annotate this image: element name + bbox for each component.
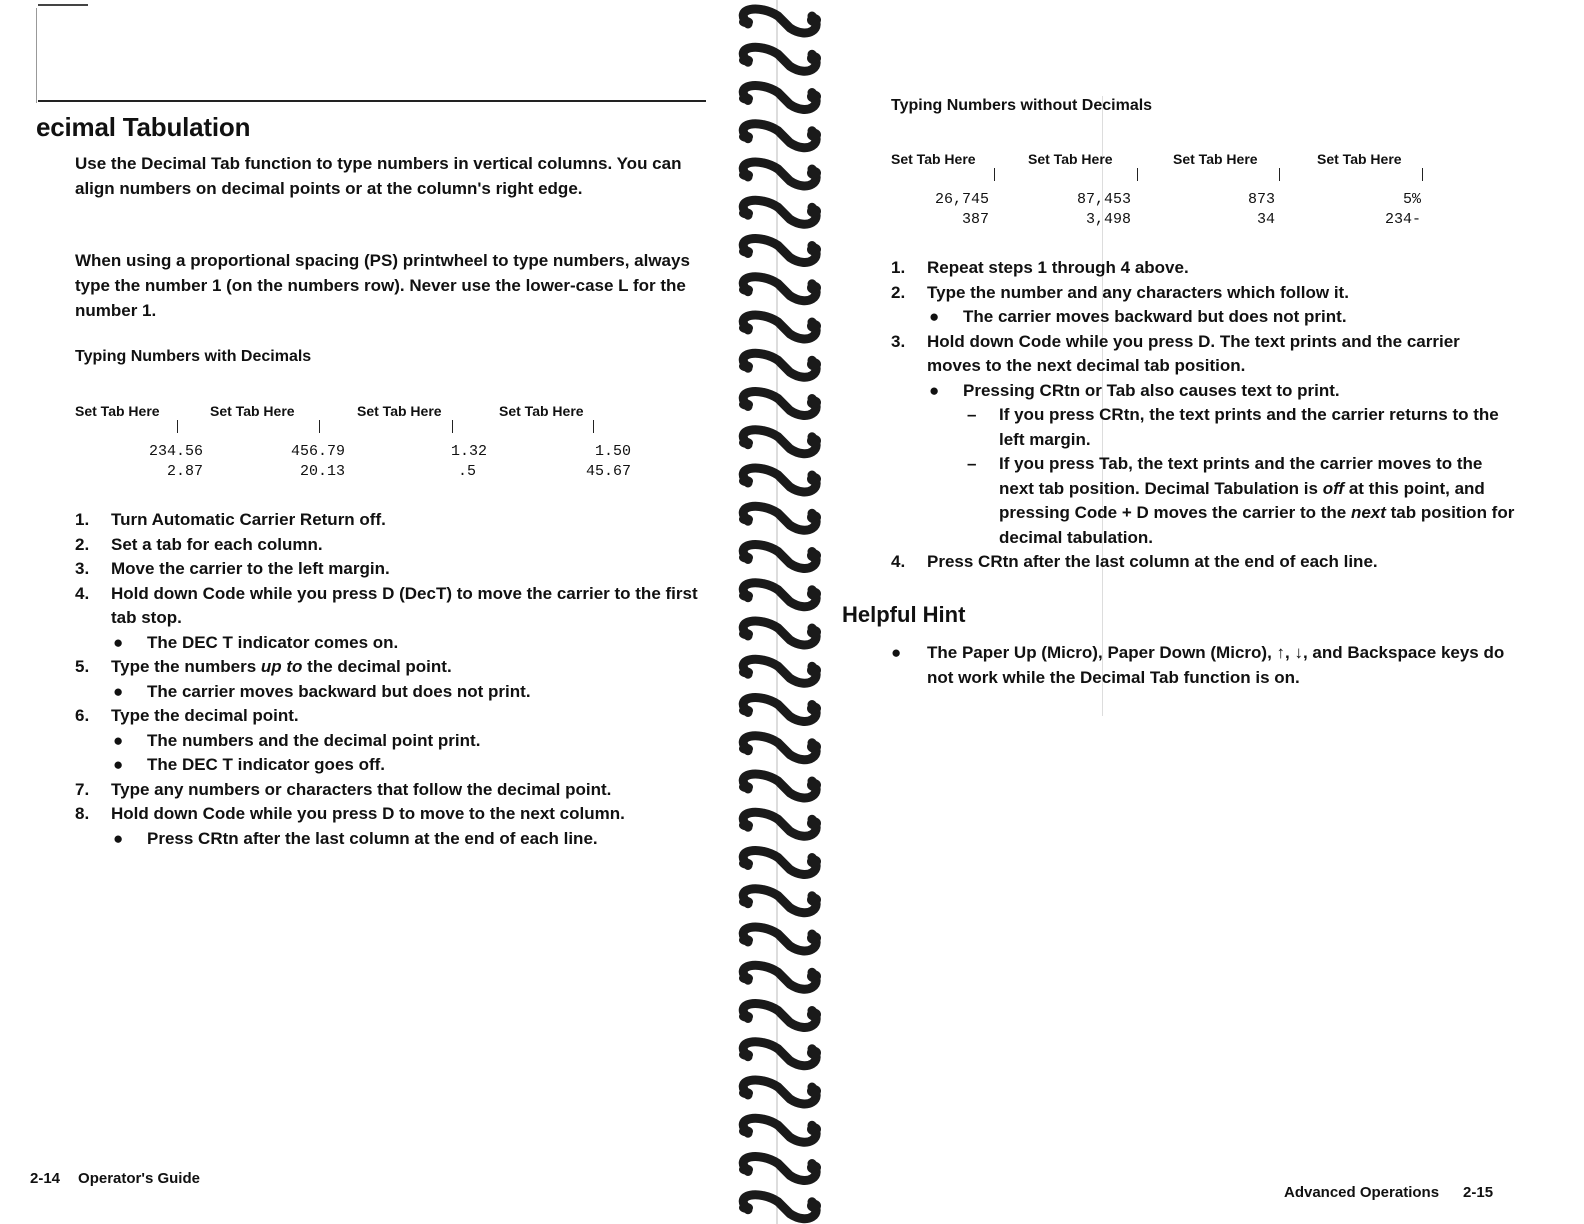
text-run: , [1097,643,1108,662]
spiral-binding [720,0,835,1224]
step-text: Repeat steps 1 through 4 above. [927,258,1189,277]
emphasis: next [1350,503,1386,522]
list-item [75,802,705,851]
text-run: keys do not work while the Decimal Tab function is on. [927,643,1505,687]
tab-header: Set Tab Here [75,403,160,419]
step-number: 8. [75,804,90,823]
key-name: Code [1018,331,1062,351]
step-number: 1. [75,510,90,529]
hint-list [891,641,1516,690]
text-run: or [1080,380,1107,400]
bullet-list [111,827,705,852]
text-run: Pressing [963,380,1040,400]
key-name: D (DecT) [382,583,452,603]
key-name: Tab [1099,454,1129,473]
dash-item [963,403,1516,452]
page-title: ecimal Tabulation [36,112,251,142]
text-run: , and [1302,643,1348,662]
bullet-text: The DEC T indicator goes off. [147,755,386,774]
ps-note-paragraph: When using a proportional spacing (PS) printwheel to type numbers, always type the number 1 (on the numbers row). Never use the lower-case L for the number 1. [75,251,690,320]
spiral-coil [739,200,821,224]
right-tab-example [891,151,1451,231]
tab-stop-mark [994,168,995,181]
step-text: Move the carrier to the left margin. [111,559,390,578]
tab-value: 2.87 [166,463,203,480]
text-run: , [1267,643,1277,662]
text-run: while you press [1061,331,1199,351]
subheading-with-decimals: Typing Numbers with Decimals [75,348,312,365]
key-name: CRtn [1039,380,1081,400]
tab-stop-mark [1279,168,1280,181]
tab-stop-mark [319,420,320,433]
top-rule [38,100,706,102]
step-text [927,332,1460,376]
bullet-item [111,827,705,852]
tab-header: Set Tab Here [357,403,442,419]
key-name: D [382,804,395,823]
tab-header: Set Tab Here [891,151,976,167]
text-run: . The text prints and the carrier moves to the next decimal tab position. [927,331,1460,375]
spiral-coil [739,277,821,301]
helpful-hint-heading: Helpful Hint [842,602,966,627]
tab-value: 5% [1402,191,1421,208]
text-run: after the last column at the end of each line. [238,828,598,848]
bullet-item [111,680,705,705]
margin-line [36,8,37,103]
spiral-coil [739,9,821,33]
tab-value: 87,453 [1076,191,1131,208]
spiral-coil [739,1080,821,1104]
spiral-coil [739,1157,821,1181]
list-item [75,778,705,803]
tab-value: 456.79 [290,443,345,460]
spiral-coil [739,315,821,339]
spiral-coil [739,86,821,110]
text-run: Type the numbers [111,657,261,676]
spiral-coil [739,162,821,186]
bullet-list [111,680,705,705]
list-item [891,550,1516,575]
key-name: Paper Up (Micro) [961,643,1098,662]
text-run: while you press [245,583,383,603]
step-number: 2. [891,282,906,302]
step-text: Type any numbers or characters that follow the decimal point. [111,779,612,799]
dash-list [963,403,1516,550]
step-text [111,657,452,676]
text-run: at this point, and pressing [999,478,1485,522]
list-item [891,281,1516,330]
step-text [111,804,625,823]
tab-value: 387 [961,211,989,228]
hint-text [927,643,1504,687]
spiral-coil [739,659,821,683]
bullet-icon: ● [113,755,124,774]
tab-value: 26,745 [934,191,989,208]
text-run: The [927,643,962,662]
text-run: Press [147,828,199,848]
text-run: tab position for decimal tabulation. [999,503,1515,547]
tab-header: Set Tab Here [1173,151,1258,167]
bullet-list [111,631,705,656]
bullet-list [111,729,705,778]
footer-title: Operator's Guide [78,1170,200,1187]
bullet-text: The carrier moves backward but does not print. [147,681,531,701]
step-text: Set a tab for each column. [111,534,323,554]
step-number: 2. [75,534,90,554]
key-name: CRtn [1099,405,1140,424]
text-run: , the text prints and the carrier returns to the left margin. [999,405,1499,449]
list-item [891,330,1516,551]
tab-stop-mark [452,420,453,433]
steps-list-right [891,256,1516,575]
bullet-icon: ● [113,681,124,701]
bullet-text: The DEC T indicator comes on. [147,632,399,652]
tab-stop-mark [593,420,594,433]
top-rule-stub [38,4,88,6]
bullet-icon: ● [929,380,940,400]
step-text: Type the number and any characters which follow it. [927,282,1349,302]
bullet-icon: ● [929,307,940,326]
spiral-coil [739,1004,821,1028]
spiral-coil [739,468,821,492]
text-run: to move the carrier to the first tab stop. [111,583,698,627]
bullet-icon: ● [113,730,124,750]
footer-left [30,1170,200,1187]
tab-stop-mark [1422,168,1423,181]
tab-value: 873 [1247,191,1275,208]
list-item [891,256,1516,281]
bullet-item [927,379,1516,551]
spiral-coil [739,545,821,569]
bullet-icon: ● [891,643,902,662]
bullet-item [111,631,705,656]
spiral-coil [739,621,821,645]
tab-stop-mark [177,420,178,433]
tab-header: Set Tab Here [499,403,584,419]
text-run: after the last column at the end of each line. [1018,552,1378,571]
emphasis: up to [260,657,303,676]
step-text [111,584,698,628]
tab-header: Set Tab Here [1317,151,1402,167]
list-item [75,582,705,656]
spiral-coil [739,1118,821,1142]
dash-item [963,452,1516,550]
spiral-coil [739,774,821,798]
text-run: the decimal point. [302,657,452,676]
tab-header: Set Tab Here [1028,151,1113,167]
spiral-coil [739,392,821,416]
bullet-item [111,753,705,778]
list-item [75,508,705,533]
dash-icon: – [967,454,977,473]
bullet-icon: ● [113,828,124,848]
bullet-text: The numbers and the decimal point print. [147,730,481,750]
page-number: 2-14 [30,1170,61,1187]
tab-value: 45.67 [585,463,631,480]
key-name: D [1198,331,1211,351]
hint-item [891,641,1516,690]
footer-title: Advanced Operations [1284,1184,1440,1201]
key-name: ↑ [1276,643,1286,662]
tab-header: Set Tab Here [210,403,295,419]
subheading-without-decimals: Typing Numbers without Decimals [891,97,1153,114]
bullet-list [927,305,1516,330]
step-text: Type the decimal point. [111,706,299,725]
key-name: Paper Down (Micro) [1107,643,1268,662]
spiral-coil [739,583,821,607]
key-name: CRtn [198,828,239,848]
steps-list-left [75,508,705,851]
spiral-coil [739,889,821,913]
spiral-coil [739,1195,821,1219]
key-name: Code [202,583,246,603]
step-number: 1. [891,258,906,277]
list-item [75,557,705,582]
emphasis: off [1322,478,1345,498]
tab-value: 3,498 [1085,211,1131,228]
bullet-item [927,305,1516,330]
dash-icon: – [967,405,977,424]
spiral-coil [739,430,821,454]
text-run: , the text prints and the carrier moves to the next tab position. Decimal Tabulation is [999,454,1483,498]
decimal-tab-example [75,403,675,483]
tab-value: 234- [1384,211,1421,228]
spiral-coil [739,851,821,875]
list-item [75,533,705,558]
text-run: Hold down [927,331,1019,351]
key-name: CRtn [978,552,1019,571]
tab-value: 234.56 [148,443,203,460]
key-name: Code [202,804,246,823]
text-run: while you press [245,804,383,823]
spiral-coil [739,239,821,263]
step-text: Turn Automatic Carrier Return off. [111,510,386,529]
step-number: 4. [75,583,90,603]
text-run: to move to the next column. [394,804,625,823]
tab-value: 34 [1256,211,1275,228]
spiral-coil [739,812,821,836]
list-item [75,655,705,704]
bullet-item [111,729,705,754]
spiral-coil [739,353,821,377]
bullet-list [927,379,1516,551]
text-run: Press [927,552,979,571]
tab-value: 1.50 [594,443,631,460]
spiral-coil [739,506,821,530]
list-item [75,704,705,778]
bullet-text: The carrier moves backward but does not print. [963,307,1347,326]
text-run: moves the carrier to the [1148,503,1351,522]
spiral-coil [739,927,821,951]
key-name: ↓ [1294,643,1303,662]
step-number: 3. [75,559,90,578]
text-run: , [1285,643,1295,662]
text-run: Hold down [111,583,203,603]
page-number: 2-15 [1463,1184,1494,1201]
step-number: 6. [75,706,90,725]
spiral-coil [739,736,821,760]
key-name: Code + D [1074,503,1149,522]
text-run: Hold down [111,804,203,823]
spiral-coil [739,698,821,722]
spiral-coil [739,1042,821,1066]
step-number: 3. [891,331,906,351]
spiral-coil [739,47,821,71]
tab-stop-mark [1137,168,1138,181]
spiral-coil [739,124,821,148]
tab-value: 20.13 [299,463,345,480]
step-number: 4. [891,552,906,571]
left-page [0,0,720,1224]
intro-paragraph: Use the Decimal Tab function to type numbers in vertical columns. You can align numbers on decimal points or at the column's right edge. [75,154,682,198]
spiral-coil [739,965,821,989]
key-name: Backspace [1347,643,1437,662]
step-number: 5. [75,657,90,676]
key-name: Tab [1106,380,1136,400]
footer-right [1284,1184,1493,1201]
tab-value: .5 [457,463,476,480]
bullet-icon: ● [113,632,124,652]
text-run: If you press [999,454,1100,473]
tab-value: 1.32 [450,443,487,460]
step-text [927,552,1378,571]
text-run: also causes text to print. [1135,380,1340,400]
step-number: 7. [75,779,90,799]
text-run: If you press [999,405,1100,424]
